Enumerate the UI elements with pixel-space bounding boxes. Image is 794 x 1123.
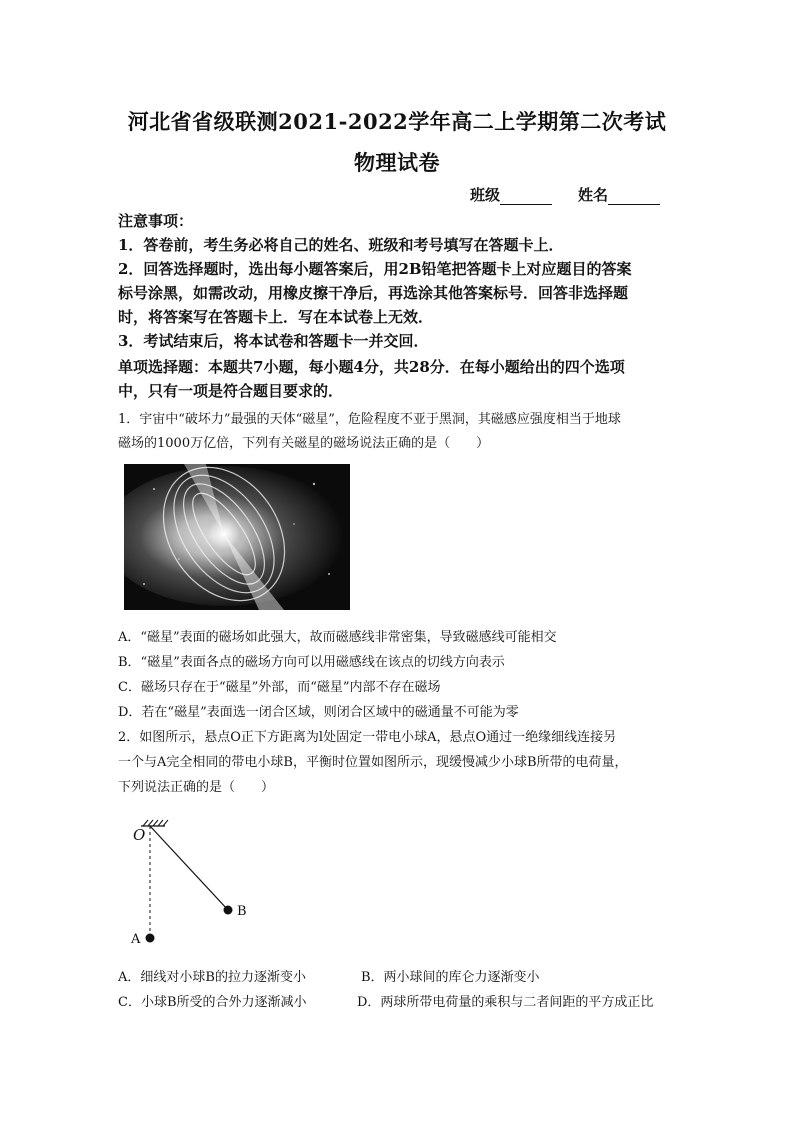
class-blank: [500, 190, 552, 205]
q1-option-c: C．磁场只存在于“磁星”外部，而“磁星”内部不存在磁场: [118, 680, 441, 695]
notice-line: 3．考试结束后，将本试卷和答题卡一并交回．: [118, 332, 429, 350]
pendulum-diagram: [125, 818, 265, 952]
exam-subject: 物理试卷: [354, 150, 440, 175]
notice-line: 标号涂黑，如需改动，用橡皮擦干净后，再选涂其他答案标号．回答非选择题: [118, 284, 629, 302]
q2-option-a: A．细线对小球B的拉力逐渐变小: [118, 970, 306, 985]
section-header: 中，只有一项是符合题目要求的．: [118, 382, 344, 400]
q1-option-a: A．“磁星”表面的磁场如此强大，故而磁感线非常密集，导致磁感线可能相交: [118, 630, 557, 645]
q1-option-d: D．若在“磁星”表面选一闭合区域，则闭合区域中的磁通量不可能为零: [118, 705, 519, 720]
label-a: A: [131, 932, 141, 947]
q2-option-d: D．两球所带电荷量的乘积与二者间距的平方成正比: [357, 995, 654, 1010]
q1-stem: 磁场的1000万亿倍，下列有关磁星的磁场说法正确的是（ ）: [118, 436, 490, 451]
q2-stem: 2．如图所示，悬点O正下方距离为l处固定一带电小球A，悬点O通过一绝缘细线连接另: [118, 730, 617, 745]
notice-line: 2．回答选择题时，选出每小题答案后，用2B铅笔把答题卡上对应题目的答案: [118, 260, 632, 278]
notice-line: 1．答卷前，考生务必将自己的姓名、班级和考号填写在答题卡上．: [118, 236, 564, 254]
q2-option-b: B．两小球间的库仑力逐渐变小: [361, 970, 540, 985]
notice-heading: 注意事项：: [118, 212, 194, 230]
label-b: B: [237, 904, 247, 919]
name-blank: [608, 190, 660, 205]
name-label: 姓名: [578, 186, 609, 204]
q1-stem: 1．宇宙中“破坏力”最强的天体“磁星”，危险程度不亚于黑洞，其磁感应强度相当于地球: [118, 412, 621, 427]
section-header: 单项选择题：本题共7小题，每小题4分，共28分．在每小题给出的四个选项: [118, 358, 625, 376]
exam-title: 河北省省级联测2021-2022学年高二上学期第二次考试: [127, 109, 667, 134]
q2-stem: 一个与A完全相同的带电小球B，平衡时位置如图所示，现缓慢减少小球B所带的电荷量，: [118, 755, 628, 770]
class-label: 班级: [470, 186, 501, 204]
q1-option-b: B．“磁星”表面各点的磁场方向可以用磁感线在该点的切线方向表示: [118, 655, 505, 670]
q2-stem: 下列说法正确的是（ ）: [118, 780, 275, 795]
q2-option-c: C．小球B所受的合外力逐渐减小: [118, 995, 307, 1010]
magnetar-image: [124, 464, 350, 610]
class-name-line: [470, 184, 660, 205]
notice-line: 时，将答案写在答题卡上．写在本试卷上无效．: [118, 308, 434, 326]
label-o: O: [133, 826, 146, 844]
